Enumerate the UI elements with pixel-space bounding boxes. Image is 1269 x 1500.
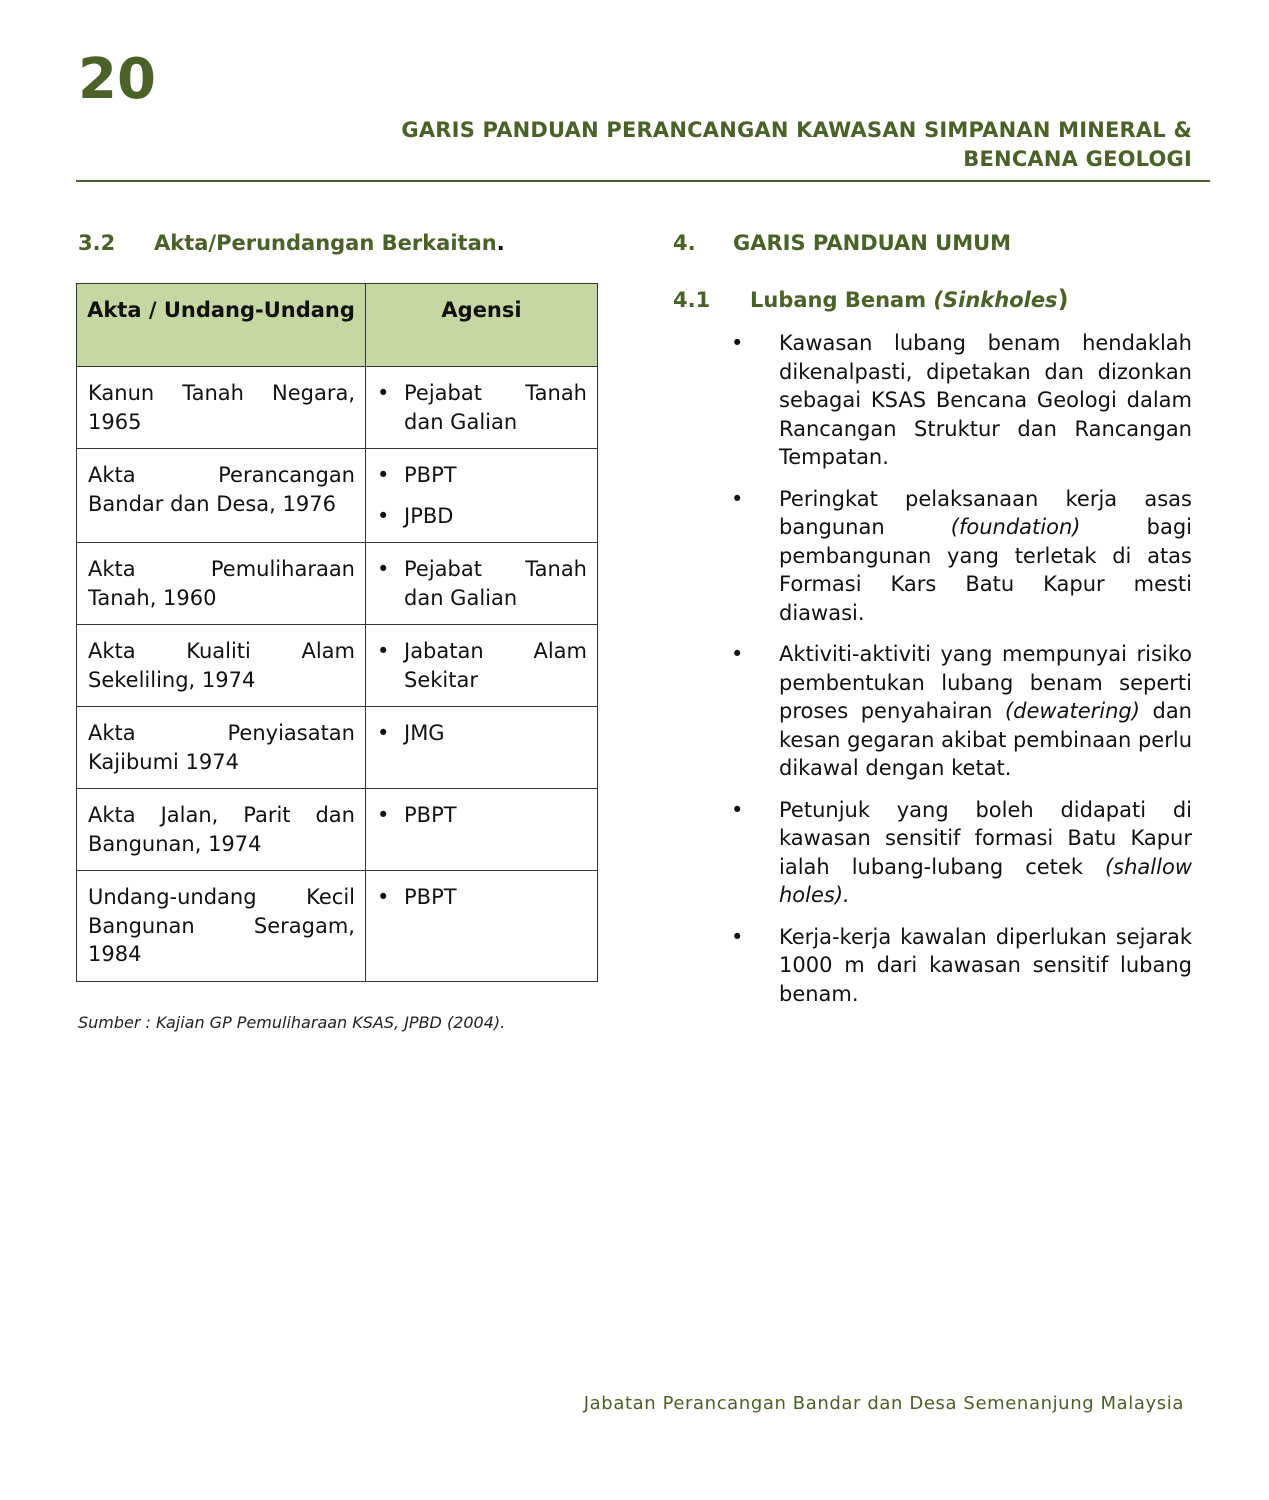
agency-item — [377, 379, 587, 436]
section-heading-3-2 — [78, 231, 505, 255]
column-header-act: Akta / Undang-Undang — [77, 284, 366, 367]
bullet-icon: • — [731, 486, 744, 511]
agency-name: PBPT — [404, 463, 457, 487]
act-cell: Akta Jalan, Parit dan Bangunan, 1974 — [77, 789, 366, 871]
table-row — [77, 789, 598, 871]
agency-item — [377, 461, 587, 490]
agency-name: PBPT — [404, 803, 457, 827]
agency-item — [377, 801, 587, 830]
guideline-item — [731, 923, 1192, 1009]
header-divider — [76, 180, 1210, 182]
agency-name: Pejabat Tanah dan Galian — [404, 381, 587, 434]
agency-list — [377, 461, 587, 530]
section-title: GARIS PANDUAN UMUM — [733, 231, 1012, 255]
bullet-icon: • — [731, 797, 744, 822]
agency-name: Jabatan Alam Sekitar — [404, 639, 587, 692]
subsection-title-italic: (Sinkholes — [933, 288, 1058, 312]
section-heading-4 — [673, 231, 1011, 255]
guideline-item — [731, 640, 1192, 783]
agency-cell — [366, 543, 598, 625]
guideline-text-continued: bagi pembangunan yang terletak di atas Formasi Kars Batu Kapur mesti diawasi. — [779, 515, 1192, 625]
agency-name: Pejabat Tanah dan Galian — [404, 557, 587, 610]
agency-list — [377, 883, 587, 912]
subsection-title-close: ) — [1057, 285, 1069, 313]
guideline-text-continued: dan kesan gegaran akibat pembinaan perlu dikawal dengan ketat. — [779, 699, 1192, 780]
bullet-icon: • — [377, 381, 390, 405]
guideline-text: Kerja-kerja kawalan diperlukan sejarak 1000 m dari kawasan sensitif lubang benam. — [779, 924, 1192, 1006]
bullet-icon: • — [731, 924, 744, 949]
agency-name: PBPT — [404, 885, 457, 909]
agency-cell — [366, 449, 598, 543]
agency-item — [377, 555, 587, 612]
section-number: 3.2 — [78, 231, 116, 255]
bullet-icon: • — [731, 642, 744, 666]
subsection-heading-4-1 — [673, 285, 1069, 313]
act-cell: Akta Penyiasatan Kajibumi 1974 — [77, 707, 366, 789]
subsection-number: 4.1 — [673, 288, 711, 312]
table-row — [77, 625, 598, 707]
bullet-icon: • — [377, 721, 390, 745]
bullet-icon: • — [377, 463, 390, 487]
agency-cell — [366, 367, 598, 449]
guideline-text: Peringkat pelaksanaan kerja asas bangunan — [779, 486, 1192, 539]
table-row — [77, 449, 598, 543]
table-row — [77, 871, 598, 982]
agency-name: JMG — [404, 721, 445, 745]
table-source-note: Sumber : Kajian GP Pemuliharaan KSAS, JPBD (2004). — [78, 1013, 506, 1032]
agency-cell — [366, 789, 598, 871]
guideline-term-italic: (shallow holes). — [779, 854, 1192, 907]
guideline-text: Kawasan lubang benam hendaklah dikenalpasti, dipetakan dan dizonkan sebagai KSAS Bencana Geologi dalam Rancangan Struktur dan Rancangan Tempatan. — [779, 331, 1192, 469]
bullet-icon: • — [731, 331, 744, 355]
table-row — [77, 367, 598, 449]
agency-cell — [366, 707, 598, 789]
agency-list — [377, 637, 587, 694]
bullet-icon: • — [377, 639, 390, 663]
document-title-line-1: GARIS PANDUAN PERANCANGAN KAWASAN SIMPANAN MINERAL & — [401, 118, 1192, 142]
guideline-term-italic: (dewatering) — [1004, 699, 1140, 723]
agency-name: JPBD — [404, 503, 454, 528]
agency-item — [377, 719, 587, 748]
subsection-title: Lubang Benam — [750, 288, 934, 312]
agency-list — [377, 719, 587, 748]
agency-item — [377, 637, 587, 694]
act-cell: Kanun Tanah Negara, 1965 — [77, 367, 366, 449]
document-title — [192, 116, 1192, 174]
bullet-icon: • — [377, 503, 390, 528]
table-header-row — [77, 284, 598, 367]
agency-list — [377, 555, 587, 612]
bullet-icon: • — [377, 885, 390, 909]
document-title-line-2: BENCANA GEOLOGI — [963, 147, 1192, 171]
guideline-text: Petunjuk yang boleh didapati di kawasan sensitif formasi Batu Kapur ialah lubang-lubang cetek — [779, 797, 1192, 879]
act-cell: Akta Perancangan Bandar dan Desa, 1976 — [77, 449, 366, 543]
guideline-item — [731, 485, 1192, 628]
guideline-item — [731, 329, 1192, 472]
section-title: Akta/Perundangan Berkaitan — [154, 231, 497, 255]
bullet-icon: • — [377, 803, 390, 827]
column-header-agency: Agensi — [366, 284, 598, 367]
guideline-item — [731, 796, 1192, 910]
table-row — [77, 707, 598, 789]
guideline-text: Aktiviti-aktiviti yang mempunyai risiko pembentukan lubang benam seperti proses penyahairan — [779, 642, 1192, 723]
agency-item — [377, 883, 587, 912]
acts-table — [76, 283, 598, 982]
footer-organization: Jabatan Perancangan Bandar dan Desa Semenanjung Malaysia — [583, 1393, 1184, 1414]
agency-cell — [366, 871, 598, 982]
guideline-term-italic: (foundation) — [950, 515, 1081, 539]
sinkhole-guideline-list — [731, 329, 1192, 1008]
section-number: 4. — [673, 231, 696, 255]
section-title-period: . — [496, 231, 505, 255]
agency-list — [377, 379, 587, 436]
bullet-icon: • — [377, 557, 390, 581]
act-cell: Akta Pemuliharaan Tanah, 1960 — [77, 543, 366, 625]
table-row — [77, 543, 598, 625]
act-cell: Undang-undang Kecil Bangunan Seragam, 1984 — [77, 871, 366, 982]
agency-cell — [366, 625, 598, 707]
act-cell: Akta Kualiti Alam Sekeliling, 1974 — [77, 625, 366, 707]
agency-item — [377, 502, 587, 531]
agency-list — [377, 801, 587, 830]
page-number: 20 — [78, 47, 156, 112]
